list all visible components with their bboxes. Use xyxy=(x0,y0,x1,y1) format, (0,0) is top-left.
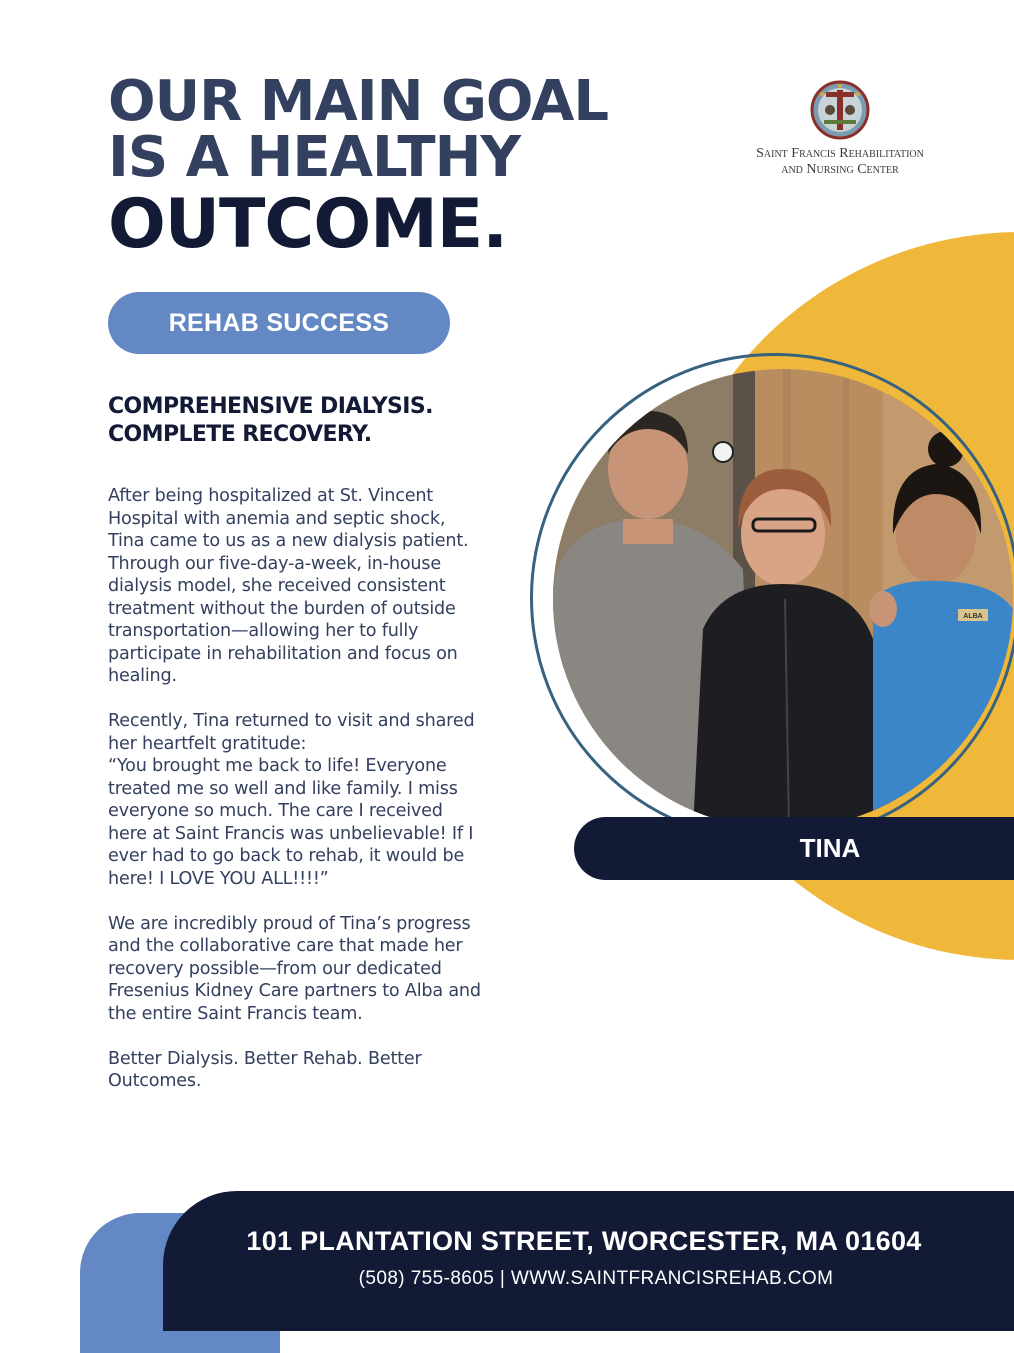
photo-illustration xyxy=(553,369,1013,829)
story-body xyxy=(108,485,486,1115)
headline-line-2: IS A HEALTHY xyxy=(108,125,520,190)
subhead-line-2: COMPLETE RECOVERY. xyxy=(108,422,372,447)
story-tagline: Better Dialysis. Better Rehab. Better Outcomes. xyxy=(108,1048,422,1091)
story-paragraph-2 xyxy=(108,710,486,890)
facility-logo xyxy=(735,80,945,178)
page-headline xyxy=(108,69,609,264)
footer-contact: (508) 755-8605 | WWW.SAINTFRANCISREHAB.COM xyxy=(358,1268,834,1289)
footer-address: 101 PLANTATION STREET, WORCESTER, MA 01604 xyxy=(246,1226,922,1256)
wall-clock-icon xyxy=(713,442,733,462)
subhead-line-1: COMPREHENSIVE DIALYSIS. xyxy=(108,394,433,419)
facility-name-line-1: Saint Francis Rehabilitation xyxy=(756,146,924,161)
facility-name-line-2: and Nursing Center xyxy=(781,162,899,177)
photo-caption-bar xyxy=(574,817,1014,880)
rehab-success-label: REHAB SUCCESS xyxy=(168,308,390,337)
facility-name xyxy=(735,146,945,178)
rehab-success-badge xyxy=(108,292,450,354)
nurse-name-badge: ALBA xyxy=(963,613,983,620)
headline-line-1: OUR MAIN GOAL xyxy=(108,69,609,134)
photo-caption: TINA xyxy=(799,833,861,863)
story-paragraph-3: We are incredibly proud of Tina’s progress and the collaborative care that made her recovery possible—from our dedicated Fresenius Kidney Care partners to Alba and the entire Saint Francis team. xyxy=(108,913,481,1024)
headline-line-3: OUTCOME. xyxy=(108,185,508,264)
story-paragraph-1: After being hospitalized at St. Vincent Hospital with anemia and septic shock, Tina came to us as a new dialysis patient. Through our five-day-a-week, in-house dialysis model, she received consistent treatment without the burden of outside transportation—allowing her to fully participate in rehabilitation and focus on healing. xyxy=(108,486,469,686)
patient-photo xyxy=(553,369,1013,829)
story-quote: “You brought me back to life! Everyone treated me so well and like family. I miss everyone so much. The care I received here at Saint Francis was unbelievable! If I ever had to go back to rehab, it would be here! I LOVE YOU ALL!!!!” xyxy=(108,756,474,889)
story-subhead xyxy=(108,393,433,449)
story-quote-intro: Recently, Tina returned to visit and shared her heartfelt gratitude: xyxy=(108,711,475,754)
footer-bar xyxy=(163,1191,1014,1331)
saint-francis-emblem-icon xyxy=(810,80,870,140)
